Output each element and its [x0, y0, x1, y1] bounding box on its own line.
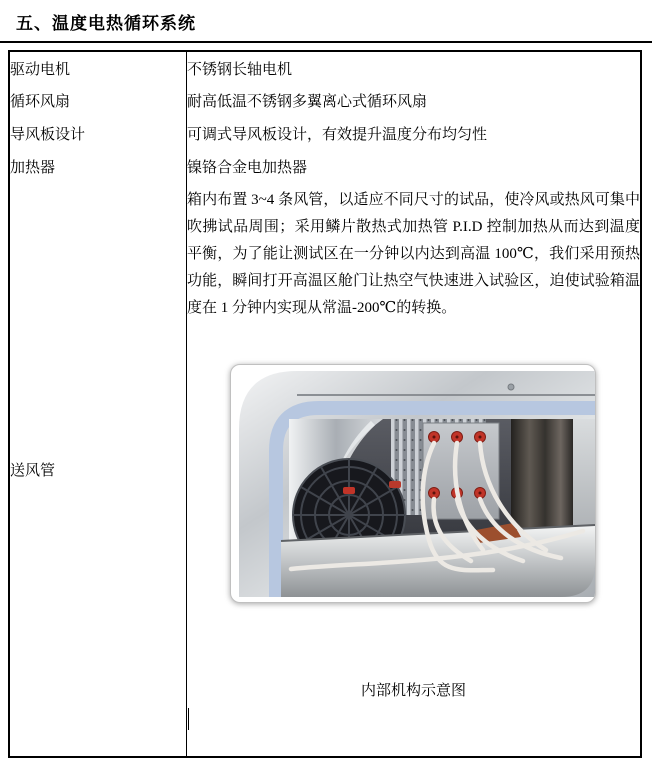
duct-row-content[interactable] [187, 183, 642, 757]
table-row [9, 150, 641, 183]
row-value[interactable]: 不锈钢长轴电机 [187, 61, 293, 78]
spec-table [8, 50, 642, 758]
table-row-duct [9, 183, 641, 757]
table-row [9, 117, 641, 150]
title-underline [0, 41, 652, 43]
photo-caption[interactable]: 内部机构示意图 [360, 683, 466, 699]
row-label[interactable]: 导风板设计 [9, 117, 187, 150]
row-label[interactable]: 循环风扇 [9, 84, 187, 117]
row-label[interactable]: 送风管 [9, 183, 187, 757]
row-label[interactable]: 驱动电机 [9, 51, 187, 84]
table-row [9, 51, 641, 84]
chamber-interior-photo [230, 364, 596, 603]
row-value[interactable]: 耐高低温不锈钢多翼离心式循环风扇 [187, 94, 428, 110]
chamber-photo-art [231, 365, 595, 602]
table-row [9, 84, 641, 117]
row-label[interactable]: 加热器 [9, 150, 187, 183]
row-value[interactable]: 镍铬合金电加热器 [187, 160, 308, 176]
text-cursor [188, 708, 189, 730]
row-value[interactable]: 可调式导风板设计，有效提升温度分布均匀性 [187, 127, 488, 143]
duct-paragraph[interactable]: 箱内布置 3~4 条风管，以适应不同尺寸的试品，使冷风或热风可集中吹拂试品周围；采用鳞片散热式加热管 P.I.D 控制加热从而达到温度平衡，为了能让测试区在一分钟以内达到高温 100℃，我们采用预热功能，瞬间打开高温区舱门让热空气快速进入试验区，迫使试验箱温度在 1 分钟内实现从常温-200℃的转换。 [187, 192, 640, 316]
frame-screw [508, 384, 514, 390]
page-title: 五、温度电热循环系统 [16, 14, 196, 33]
